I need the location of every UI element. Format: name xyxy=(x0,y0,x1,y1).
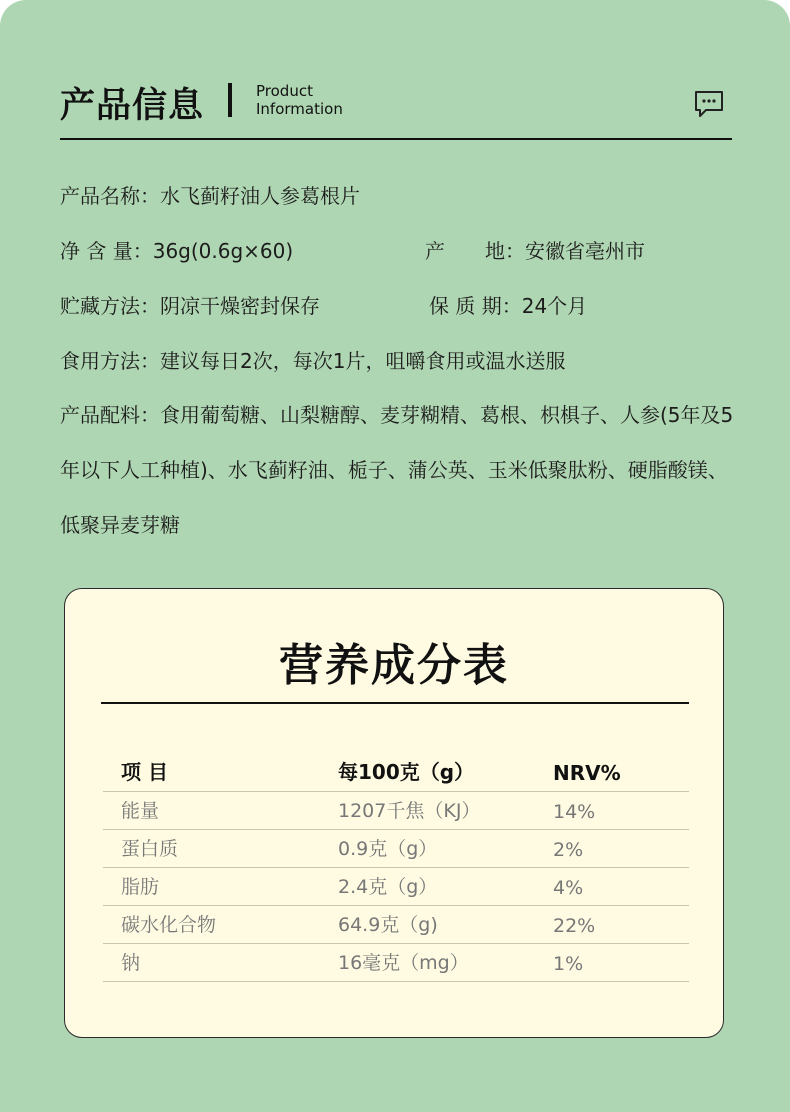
cell-nrv: 4% xyxy=(553,877,584,899)
table-row xyxy=(103,792,689,830)
cell-item: 能量 xyxy=(121,800,160,822)
info-shelf xyxy=(429,290,587,319)
subtitle-line-2: Information xyxy=(256,100,343,118)
cell-nrv: 1% xyxy=(553,953,584,975)
info-row-ingredients xyxy=(60,388,735,553)
cell-nrv: 22% xyxy=(553,915,596,937)
nutrition-card xyxy=(64,588,724,1038)
header-divider xyxy=(60,138,732,140)
info-label: 贮藏方法： xyxy=(60,294,160,318)
info-label: 产品配料： xyxy=(60,403,160,427)
table-row xyxy=(103,830,689,868)
info-value: 36g(0.6g×60) xyxy=(152,239,294,263)
cell-amount: 64.9克（g) xyxy=(338,914,438,936)
info-value: 安徽省亳州市 xyxy=(525,239,645,263)
info-value: 食用葡萄糖、山梨糖醇、麦芽糊精、葛根、枳椇子、人参(5年及5年以下人工种植)、水飞蓟籽油、栀子、蒲公英、玉米低聚肽粉、硬脂酸镁、低聚异麦芽糖 xyxy=(60,403,734,537)
cell-item: 碳水化合物 xyxy=(121,914,217,936)
cell-item: 脂肪 xyxy=(121,876,160,898)
header-per-100g: 每100克（g） xyxy=(338,760,475,784)
cell-nrv: 2% xyxy=(553,839,584,861)
cell-amount: 2.4克（g） xyxy=(338,876,438,898)
cell-item: 钠 xyxy=(121,952,141,974)
info-value: 建议每日2次，每次1片，咀嚼食用或温水送服 xyxy=(160,349,566,373)
cell-amount: 16毫克（mg） xyxy=(338,952,469,974)
nutrition-title-divider xyxy=(101,702,689,704)
section-subtitle xyxy=(256,82,343,118)
table-row xyxy=(103,868,689,906)
cell-nrv: 14% xyxy=(553,801,596,823)
chat-bubble-icon xyxy=(694,90,724,118)
info-label: 净 含 量： xyxy=(60,239,153,263)
table-row xyxy=(103,944,689,982)
cell-amount: 0.9克（g） xyxy=(338,838,438,860)
info-label: 食用方法： xyxy=(60,349,160,373)
nutrition-title: 营养成分表 xyxy=(279,640,509,691)
info-origin xyxy=(425,235,645,264)
subtitle-line-1: Product xyxy=(256,82,313,100)
table-row xyxy=(103,906,689,944)
info-label: 产品名称： xyxy=(60,184,160,208)
info-label: 产 地： xyxy=(425,239,525,263)
cell-amount: 1207千焦（KJ） xyxy=(338,800,481,822)
info-row-storage-shelf xyxy=(60,290,740,320)
cell-item: 蛋白质 xyxy=(121,838,179,860)
table-header xyxy=(103,749,689,792)
info-value: 24个月 xyxy=(521,294,588,318)
info-value: 阴凉干燥密封保存 xyxy=(160,294,320,318)
section-header xyxy=(60,72,732,140)
info-row-name xyxy=(60,180,360,210)
info-row-net-origin xyxy=(60,235,740,265)
title-divider xyxy=(228,83,232,117)
nutrition-table xyxy=(103,749,689,982)
info-label: 保 质 期： xyxy=(429,294,522,318)
header-item: 项 目 xyxy=(121,760,168,784)
info-value: 水飞蓟籽油人参葛根片 xyxy=(160,184,360,208)
info-row-usage xyxy=(60,345,565,375)
header-nrv: NRV% xyxy=(553,761,621,785)
section-title: 产品信息 xyxy=(60,86,205,126)
